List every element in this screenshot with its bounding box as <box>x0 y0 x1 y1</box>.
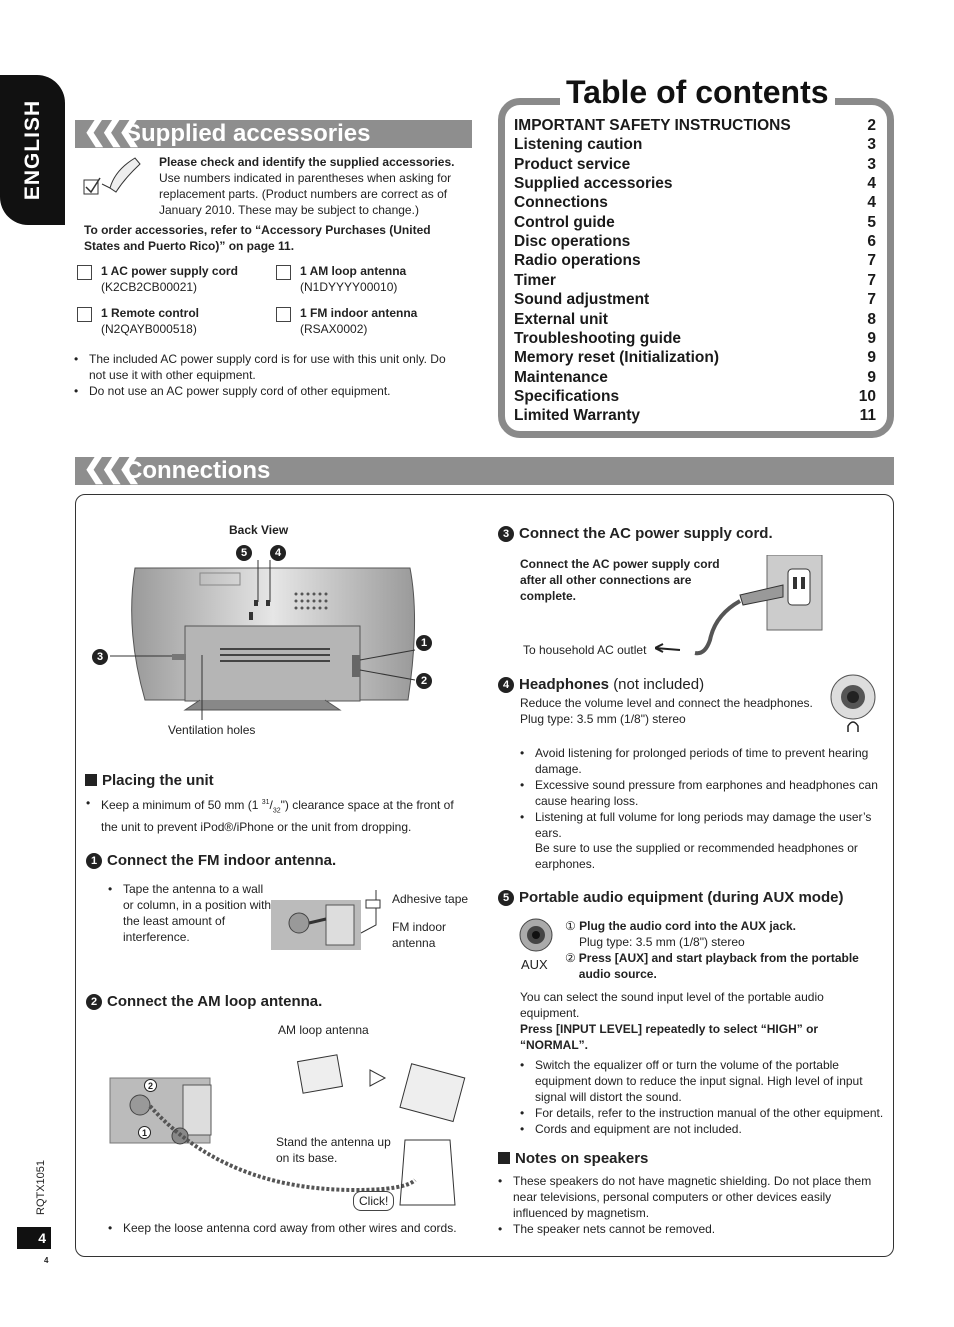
connections-title: Connections <box>125 457 271 484</box>
toc-entry-label: Control guide <box>514 213 615 231</box>
list-item: • Switch the equalizer off or turn the volume of the portable equipment down to reduce the input signal. High level of input signal will distort the sound. <box>520 1057 892 1105</box>
toc-entry[interactable] <box>514 233 876 253</box>
am-loop-label: AM loop antenna <box>278 1023 369 1037</box>
accessory-checkbox-3[interactable] <box>77 307 92 322</box>
step4-title-suffix: (not included) <box>613 676 705 693</box>
fm-antenna-label: FM indoor antenna <box>392 920 447 950</box>
step5-heading <box>498 889 843 906</box>
step-number: 4 <box>498 677 514 693</box>
step2-title: Connect the AM loop antenna. <box>107 993 323 1010</box>
toc-entry[interactable] <box>514 349 876 369</box>
placing-text-b: ") clearance space at the front of the unit to prevent iPod®/iPhone or the unit from dropping. <box>101 798 454 835</box>
toc-entry-page: 4 <box>867 194 876 212</box>
step5-notes <box>520 1057 892 1137</box>
toc-title: Table of contents <box>560 74 835 111</box>
square-bullet-icon <box>498 1152 510 1164</box>
toc-entry[interactable] <box>514 272 876 292</box>
list-item: • Do not use an AC power supply cord of other equipment. <box>74 383 464 399</box>
step4-notes <box>520 745 890 841</box>
supplied-intro-bold: Please check and identify the supplied accessories. <box>159 155 455 169</box>
step5-para-text: You can select the sound input level of the portable audio equipment. <box>520 990 824 1020</box>
ac-cord-note: Connect the AC power supply cord after all other connections are complete. <box>520 557 720 603</box>
fraction-numerator: 31 <box>261 799 270 806</box>
list-item: • Cords and equipment are not included. <box>520 1121 892 1137</box>
sub-step-marker: ② <box>565 951 576 965</box>
toc-entry[interactable] <box>514 252 876 272</box>
toc-entry-page: 7 <box>867 291 876 309</box>
list-item: • Excessive sound pressure from earphones and headphones can cause hearing loss. <box>520 777 890 809</box>
toc-entry-label: External unit <box>514 310 608 328</box>
chevrons-icon: ❮❮❮ <box>83 115 136 146</box>
toc-entry-page: 10 <box>858 387 876 405</box>
toc-entry-label: Limited Warranty <box>514 407 641 425</box>
placing-heading <box>85 772 214 789</box>
list-item: • The included AC power supply cord is for use with this unit only. Do not use it with other equipment. <box>74 351 464 383</box>
toc-entry-label: Specifications <box>514 387 620 405</box>
toc-entry-label: Connections <box>514 194 608 212</box>
stand-antenna-label: Stand the antenna up on its base. <box>276 1135 391 1165</box>
toc-entry[interactable] <box>514 330 876 350</box>
accessory-item <box>101 305 271 337</box>
list-item: • Avoid listening for prolonged periods of time to prevent hearing damage. <box>520 745 890 777</box>
list-item: • Listening at full volume for long periods may damage the user’s ears. <box>520 809 890 841</box>
toc-entry-page: 11 <box>859 407 876 425</box>
list-item: • Keep the loose antenna cord away from other wires and cords. <box>108 1220 478 1236</box>
step3-title: Connect the AC power supply cord. <box>519 525 773 542</box>
accessory-item <box>300 305 470 337</box>
fraction-denominator: 32 <box>272 807 281 815</box>
callout-5: 5 <box>236 545 252 561</box>
accessory-code: (RSAX0002) <box>300 322 368 336</box>
am-antenna-illustration <box>105 1040 475 1210</box>
back-view-label: Back View <box>229 523 289 537</box>
sub-step-marker: ① <box>565 919 576 933</box>
language-tab-label: ENGLISH <box>20 99 44 201</box>
accessory-item <box>300 263 470 295</box>
toc-entry-page: 2 <box>867 117 876 134</box>
sub-step-2: Press [AUX] and start playback from the portable audio source. <box>578 951 859 981</box>
list-item: • Tape the antenna to a wall or column, in a position with the least amount of interference. <box>108 881 273 945</box>
step1-notes <box>108 881 273 945</box>
fm-antenna-illustration <box>271 885 391 950</box>
toc-entry[interactable] <box>514 156 876 176</box>
sub-step-1-detail: Plug type: 3.5 mm (1/8") stereo <box>579 935 745 949</box>
step4-text <box>520 695 830 727</box>
callout-1: 1 <box>416 635 432 651</box>
model-number: RQTX1051 <box>35 1159 47 1215</box>
step2-heading <box>86 993 322 1010</box>
toc-entry-page: 4 <box>867 175 876 193</box>
step-number: 1 <box>86 853 102 869</box>
page-number: 4 <box>17 1227 51 1249</box>
toc-entry-label: Radio operations <box>514 252 641 270</box>
toc-entry-page: 7 <box>867 252 876 270</box>
supplied-intro <box>159 154 469 218</box>
toc-entry[interactable] <box>514 291 876 311</box>
accessory-item <box>101 263 271 295</box>
adhesive-tape-label: Adhesive tape <box>392 892 469 906</box>
headphone-jack-icon <box>828 672 878 734</box>
list-item: • The speaker nets cannot be removed. <box>498 1221 878 1237</box>
placing-title: Placing the unit <box>102 772 214 789</box>
speakers-notes <box>498 1173 878 1237</box>
pen-check-icon <box>80 150 150 200</box>
toc-entry-page: 9 <box>867 329 876 347</box>
step5-para-bold: Press [INPUT LEVEL] repeatedly to select “HIGH” or “NORMAL”. <box>520 1022 819 1052</box>
accessory-name: 1 Remote control <box>101 306 200 320</box>
step4-line1: Reduce the volume level and connect the headphones. <box>520 696 813 710</box>
toc-entry-label: IMPORTANT SAFETY INSTRUCTIONS <box>514 117 791 134</box>
step3-heading <box>498 525 773 542</box>
accessory-code: (N1DYYYY00010) <box>300 280 398 294</box>
step5-title: Portable audio equipment (during AUX mode) <box>519 889 844 906</box>
order-note: To order accessories, refer to “Accessory Purchases (United States and Puerto Rico)” on page 11. <box>84 223 431 253</box>
step1-heading <box>86 852 336 869</box>
device-back-view-illustration <box>90 560 440 730</box>
accessory-checkbox-1[interactable] <box>77 265 92 280</box>
toc-entry[interactable] <box>514 311 876 331</box>
supplied-intro-text: Use numbers indicated in parentheses when asking for replacement parts. (Product numbers are correct as of January 2010. These may be subject to change.) <box>159 171 452 217</box>
accessory-name: 1 AC power supply cord <box>101 264 238 278</box>
placing-notes <box>86 795 466 835</box>
toc-entry-page: 5 <box>867 213 876 231</box>
accessory-name: 1 AM loop antenna <box>300 264 407 278</box>
square-bullet-icon <box>85 774 97 786</box>
step4-heading <box>498 676 704 693</box>
toc-entry-label: Product service <box>514 155 631 173</box>
toc-entry-label: Troubleshooting guide <box>514 329 682 347</box>
toc-entry-label: Maintenance <box>514 368 608 386</box>
step4-title: Headphones <box>519 676 610 693</box>
toc-entry[interactable] <box>514 407 876 427</box>
step5-instructions <box>565 918 885 982</box>
toc-entry[interactable] <box>514 369 876 389</box>
accessory-checkbox-4[interactable] <box>276 307 291 322</box>
click-label: Click! <box>353 1191 394 1211</box>
accessory-code: (K2CB2CB00021) <box>101 280 198 294</box>
accessory-code: (N2QAYB000518) <box>101 322 197 336</box>
toc-entry-page: 8 <box>867 310 876 328</box>
list-item: • Keep a minimum of 50 mm (1 $^{31}/_{32}$") clearance space at the front of the unit to prevent iPod®/iPhone or the unit from dropping. <box>86 795 466 835</box>
step1-title: Connect the FM indoor antenna. <box>107 852 337 869</box>
sub-step-1: Plug the audio cord into the AUX jack. <box>579 919 797 933</box>
placing-text-a: Keep a minimum of 50 mm (1 <box>101 798 262 812</box>
step5-para <box>520 989 850 1053</box>
toc-entry[interactable] <box>514 136 876 156</box>
callout-2: 2 <box>416 673 432 689</box>
toc-entry-page: 3 <box>867 136 876 154</box>
step-marker-1: 1 <box>138 1126 151 1139</box>
speakers-heading <box>498 1150 648 1167</box>
toc-entry-label: Timer <box>514 271 556 289</box>
chevrons-icon: ❮❮❮ <box>83 452 136 483</box>
step-number: 2 <box>86 994 102 1010</box>
toc-entry-label: Memory reset (Initialization) <box>514 349 719 367</box>
speakers-title: Notes on speakers <box>515 1150 649 1167</box>
toc-entry-page: 6 <box>867 233 876 251</box>
supplied-accessories-title: Supplied accessories <box>125 120 371 147</box>
toc-entry-page: 9 <box>867 368 876 386</box>
toc-entry-label: Sound adjustment <box>514 291 650 309</box>
toc-entry[interactable] <box>514 194 876 214</box>
step2-notes <box>108 1220 478 1236</box>
supplied-notes <box>74 351 464 399</box>
step-number: 5 <box>498 890 514 906</box>
toc-entry-label: Listening caution <box>514 136 643 154</box>
toc-entry-label: Supplied accessories <box>514 175 673 193</box>
accessory-name: 1 FM indoor antenna <box>300 306 418 320</box>
callout-3: 3 <box>92 649 108 665</box>
page-number-small: 4 <box>44 1256 49 1265</box>
ventilation-label: Ventilation holes <box>168 723 256 737</box>
step-marker-2: 2 <box>144 1079 157 1092</box>
aux-jack-icon <box>519 918 553 952</box>
toc-entry-page: 9 <box>867 349 876 367</box>
toc-entry[interactable] <box>514 117 876 137</box>
toc-entry-page: 7 <box>867 271 876 289</box>
toc-entry[interactable] <box>514 388 876 408</box>
toc-entry[interactable] <box>514 214 876 234</box>
accessory-checkbox-2[interactable] <box>276 265 291 280</box>
toc-entry-label: Disc operations <box>514 233 631 251</box>
toc-entry[interactable] <box>514 175 876 195</box>
language-tab <box>0 75 65 225</box>
callout-4: 4 <box>270 545 286 561</box>
list-item: • These speakers do not have magnetic shielding. Do not place them near televisions, personal computers or other devices easily influenced by magnetism. <box>498 1173 878 1221</box>
list-item: • For details, refer to the instruction manual of the other equipment. <box>520 1105 892 1121</box>
step4-line2: Plug type: 3.5 mm (1/8") stereo <box>520 712 686 726</box>
step4-extra: Be sure to use the supplied or recommended headphones or earphones. <box>535 841 858 871</box>
supplied-accessories-header <box>75 115 472 148</box>
connections-header <box>75 452 894 485</box>
step-number: 3 <box>498 526 514 542</box>
ac-cord-illustration <box>655 555 825 660</box>
aux-label: AUX <box>521 957 548 972</box>
outlet-label: To household AC outlet <box>523 643 647 657</box>
toc-entry-page: 3 <box>867 155 876 173</box>
